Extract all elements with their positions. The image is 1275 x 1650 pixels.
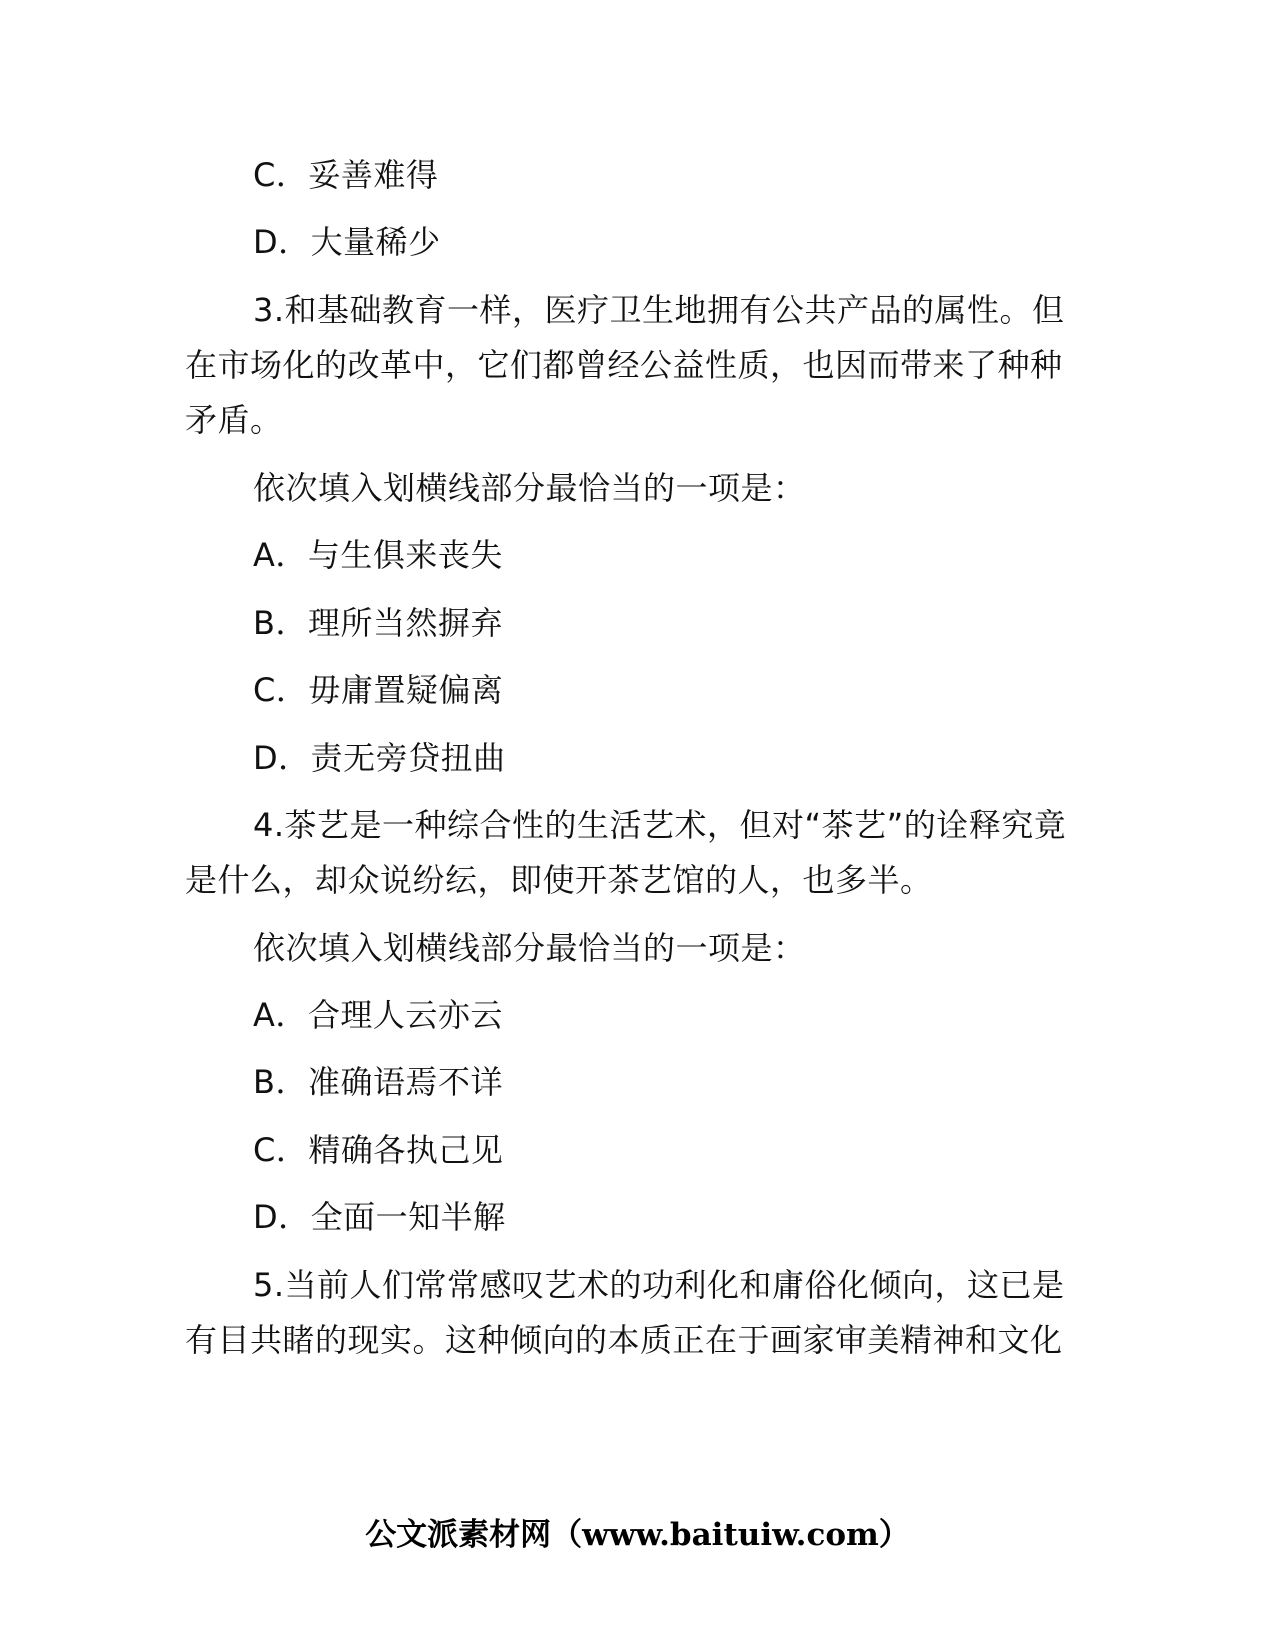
q4-prompt: 依次填入划横线部分最恰当的一项是： (253, 929, 806, 967)
q4-option-d: D．全面一知半解 (253, 1198, 506, 1236)
q4-option-a: A．合理人云亦云 (253, 996, 503, 1034)
q4-option-c: C．精确各执己见 (253, 1131, 504, 1169)
q4-option-b: B．准确语焉不详 (253, 1063, 503, 1101)
footer-source-text: 公文派素材网（www.baituiw.com） (365, 1517, 910, 1553)
q4-stem-line-2: 是什么，却众说纷纭，即使开茶艺馆的人，也多半。 (185, 861, 933, 899)
q3-stem-line-3: 矛盾。 (185, 401, 283, 439)
q2-option-d: D．大量稀少 (253, 223, 441, 261)
q3-stem-line-2: 在市场化的改革中，它们都曾经公益性质，也因而带来了种种 (185, 346, 1063, 384)
document-page (185, 0, 1090, 1650)
q4-stem-line-1: 4.茶艺是一种综合性的生活艺术，但对“茶艺”的诠释究竟 (253, 806, 1067, 844)
q3-option-d: D．责无旁贷扭曲 (253, 739, 506, 777)
q3-prompt: 依次填入划横线部分最恰当的一项是： (253, 469, 806, 507)
q3-option-a: A．与生俱来丧失 (253, 536, 503, 574)
q5-stem-line-2: 有目共睹的现实。这种倾向的本质正在于画家审美精神和文化 (185, 1321, 1063, 1359)
q2-option-c: C．妥善难得 (253, 156, 439, 194)
q3-option-b: B．理所当然摒弃 (253, 604, 503, 642)
q5-stem-line-1: 5.当前人们常常感叹艺术的功利化和庸俗化倾向，这已是 (253, 1266, 1065, 1304)
q3-option-c: C．毋庸置疑偏离 (253, 671, 504, 709)
q3-stem-line-1: 3.和基础教育一样，医疗卫生地拥有公共产品的属性。但 (253, 291, 1065, 329)
